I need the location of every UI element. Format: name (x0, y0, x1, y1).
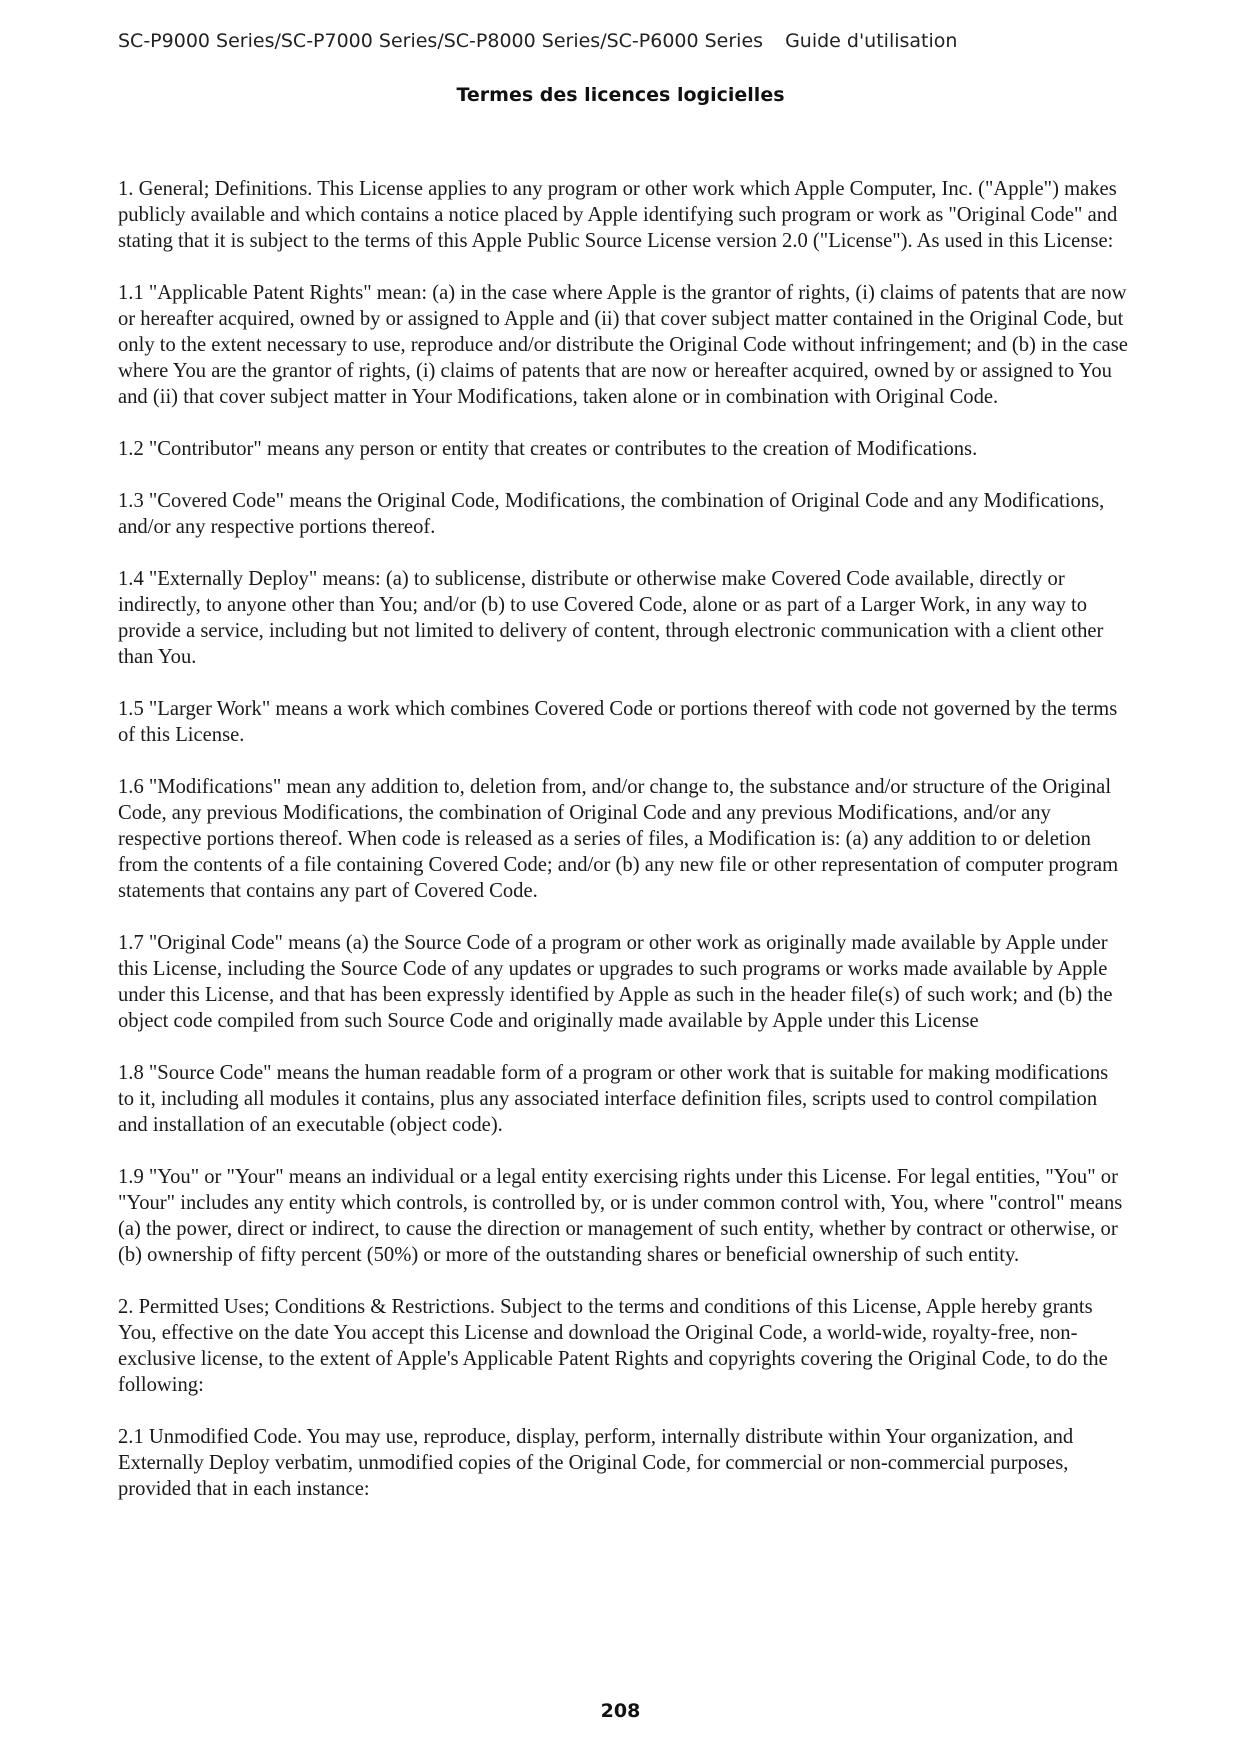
page-number: 208 (600, 1700, 641, 1722)
paragraph-1-8-source-code: 1.8 "Source Code" means the human readable form of a program or other work that is suitable for making modifications to it, including all modules it contains, plus any associated interface definition files, scripts used to control compilation and installation of an executable (object code). (118, 1062, 1109, 1136)
product-series: SC-P9000 Series/SC-P7000 Series/SC-P8000 Series/SC-P6000 Series (118, 30, 764, 52)
paragraph-1-7-original-code: 1.7 "Original Code" means (a) the Source Code of a program or other work as originally made available by Apple under this License, including the Source Code of any updates or upgrades to such programs or works made available by Apple under this License, and that has been expressly identified by Apple as such in the header file(s) of such work; and (b) the object code compiled from such Source Code and originally made available by Apple under this License (118, 932, 1113, 1032)
section-title: Termes des licences logicielles (456, 84, 785, 106)
paragraph-1-2-contributor: 1.2 "Contributor" means any person or entity that creates or contributes to the creation of Modifications. (118, 438, 978, 460)
paragraph-1-1-applicable-patent-rights: 1.1 "Applicable Patent Rights" mean: (a) in the case where Apple is the grantor of rights, (i) claims of patents that are now or hereafter acquired, owned by or assigned to Apple and (ii) that cover subject matter contained in the Original Code, but only to the extent necessary to use, reproduce and/or distribute the Original Code without infringement; and (b) in the case where You are the grantor of rights, (i) claims of patents that are now or hereafter acquired, owned by or assigned to You and (ii) that cover subject matter in Your Modifications, taken alone or in combination with Original Code. (118, 282, 1128, 408)
paragraph-1-5-larger-work: 1.5 "Larger Work" means a work which combines Covered Code or portions thereof with code not governed by the terms of this License. (118, 698, 1118, 746)
running-header (118, 30, 957, 52)
paragraph-1-6-modifications: 1.6 "Modifications" mean any addition to, deletion from, and/or change to, the substance and/or structure of the Original Code, any previous Modifications, the combination of Original Code and any previous Modifications, and/or any respective portions thereof. When code is released as a series of files, a Modification is: (a) any addition to or deletion from the contents of a file containing Covered Code; and/or (b) any new file or other representation of computer program statements that contains any part of Covered Code. (118, 776, 1119, 902)
paragraph-1-3-covered-code: 1.3 "Covered Code" means the Original Code, Modifications, the combination of Original Code and any Modifications, and/or any respective portions thereof. (118, 490, 1105, 538)
paragraph-2-permitted-uses: 2. Permitted Uses; Conditions & Restrictions. Subject to the terms and conditions of this License, Apple hereby grants You, effective on the date You accept this License and download the Original Code, a world-wide, royalty-free, non-exclusive license, to the extent of Apple's Applicable Patent Rights and copyrights covering the Original Code, to do the following: (118, 1296, 1108, 1396)
paragraph-1-9-you: 1.9 "You" or "Your" means an individual or a legal entity exercising rights under this License. For legal entities, "You" or "Your" includes any entity which controls, is controlled by, or is under common control with, You, where "control" means (a) the power, direct or indirect, to cause the direction or management of such entity, whether by contract or otherwise, or (b) ownership of fifty percent (50%) or more of the outstanding shares or beneficial ownership of such entity. (118, 1166, 1123, 1266)
paragraph-2-1-unmodified-code: 2.1 Unmodified Code. You may use, reproduce, display, perform, internally distribute within Your organization, and Externally Deploy verbatim, unmodified copies of the Original Code, for commercial or non-commercial purposes, provided that in each instance: (118, 1426, 1074, 1500)
paragraph-general-definitions: 1. General; Definitions. This License applies to any program or other work which Apple Computer, Inc. ("Apple") makes publicly available and which contains a notice placed by Apple identifying such program or work as "Original Code" and stating that it is subject to the terms of this Apple Public Source License version 2.0 ("License"). As used in this License: (118, 178, 1118, 252)
license-body (118, 176, 1128, 1528)
paragraph-1-4-externally-deploy: 1.4 "Externally Deploy" means: (a) to sublicense, distribute or otherwise make Covered Code available, directly or indirectly, to anyone other than You; and/or (b) to use Covered Code, alone or as part of a Larger Work, in any way to provide a service, including but not limited to delivery of content, through electronic communication with a client other than You. (118, 568, 1104, 668)
guide-title: Guide d'utilisation (785, 30, 958, 52)
